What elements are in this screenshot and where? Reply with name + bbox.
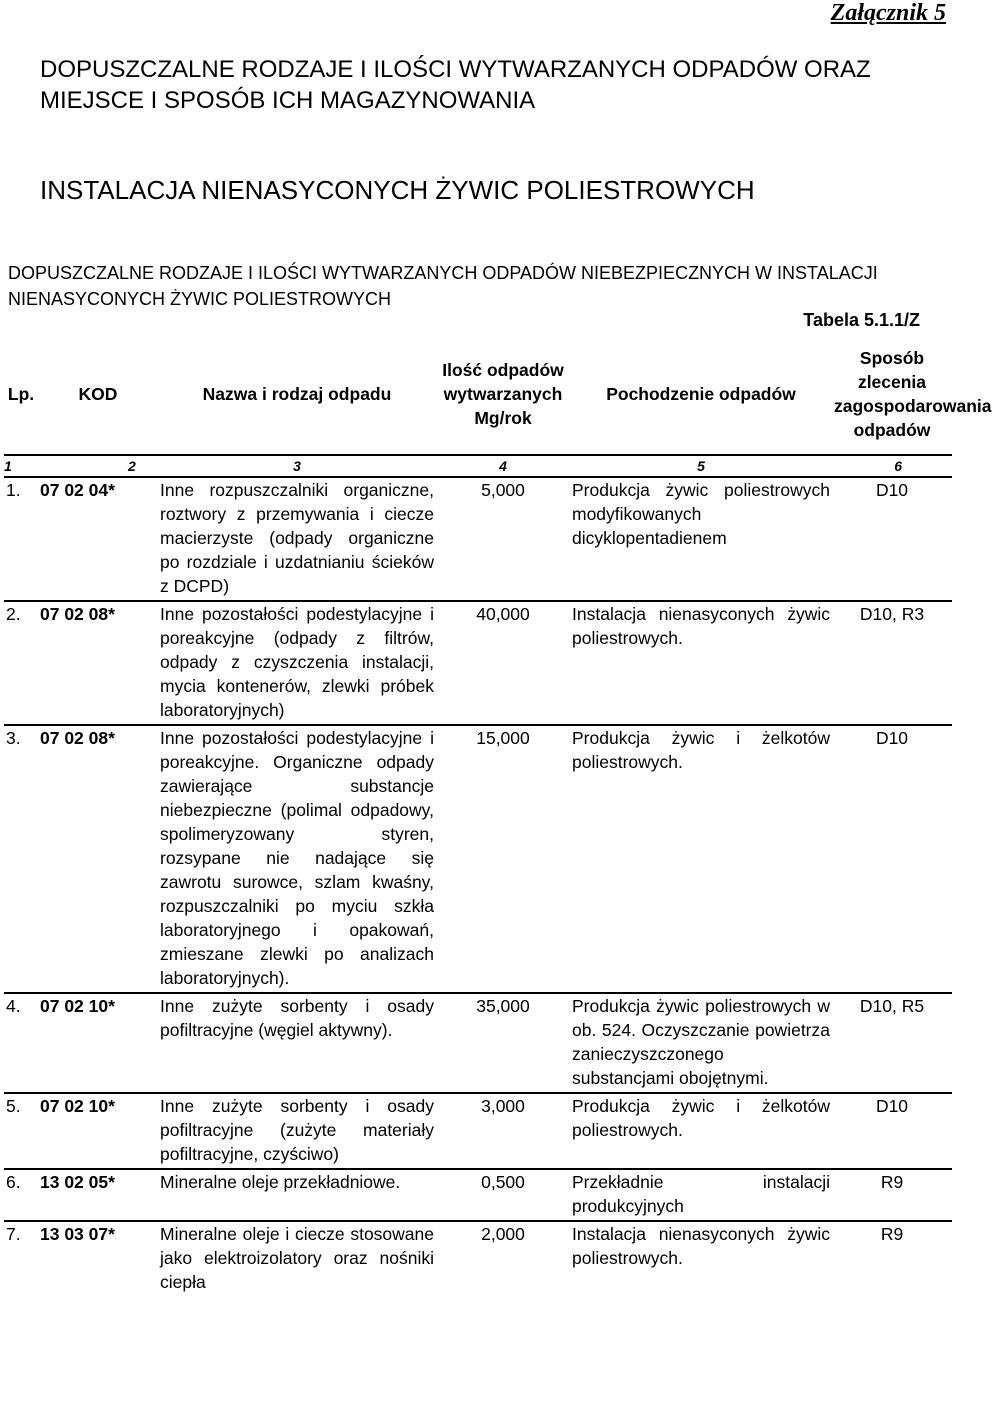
header-lp: Lp. [4,334,38,455]
table-header-row [4,334,952,455]
row-method: R9 [880,1172,904,1192]
row-name: Mineralne oleje i ciecze stosowane jako elektroizolatory oraz nośniki ciepła [160,1224,434,1292]
table-row [4,601,952,725]
header-method: Sposób zlecenia zagospodarowania odpadów [832,334,952,455]
row-name: Inne zużyte sorbenty i osady pofiltracyjne (zużyte materiały pofiltracyjne, czyściwo) [160,1096,434,1164]
waste-table [4,334,992,1296]
row-kod: 13 02 05* [40,1172,115,1192]
column-numbers-row [4,455,952,477]
row-origin: Produkcja żywic poliestrowych modyfikowanych dicyklopentadienem [572,480,830,548]
table-row [4,1221,952,1296]
row-name: Inne zużyte sorbenty i osady pofiltracyjne (węgiel aktywny). [160,996,434,1040]
row-lp: 1. [6,480,21,500]
row-origin: Instalacja nienasyconych żywic poliestrowych. [572,1224,830,1268]
row-lp: 2. [6,604,21,624]
table-row [4,1169,952,1221]
row-quantity: 2,000 [481,1224,525,1244]
row-origin: Przekładnie instalacji produkcyjnych [572,1172,830,1216]
row-kod: 07 02 08* [40,604,115,624]
row-kod: 07 02 10* [40,1096,115,1116]
row-lp: 4. [6,996,21,1016]
header-quantity: Ilość odpadów wytwarzanych Mg/rok [436,334,570,455]
section-title: DOPUSZCZALNE RODZAJE I ILOŚCI WYTWARZANYCH ODPADÓW NIEBEZPIECZNYCH W INSTALACJI NIENASYCONYCH ŻYWIC POLIESTROWYCH [8,263,878,309]
row-quantity: 3,000 [481,1096,525,1116]
row-quantity: 5,000 [481,480,525,500]
table-row [4,477,952,601]
row-kod: 07 02 08* [40,728,115,748]
row-quantity: 40,000 [476,604,530,624]
row-name: Inne rozpuszczalniki organiczne, roztwory z przemywania i ciecze macierzyste (odpady organiczne po rozdziale i uzdatnianiu ścieków z DCPD) [160,480,434,596]
row-method: D10, R5 [859,996,925,1016]
installation-title: INSTALACJA NIENASYCONYCH ŻYWIC POLIESTROWYCH [40,175,755,205]
table-label: Tabela 5.1.1/Z [803,310,920,330]
attachment-label: Załącznik 5 [830,0,946,26]
column-number: 1 [4,455,38,477]
column-number: 3 [158,455,436,477]
row-method: D10 [875,480,909,500]
row-lp: 5. [6,1096,21,1116]
row-origin: Produkcja żywic i żelkotów poliestrowych. [572,728,830,772]
row-kod: 07 02 10* [40,996,115,1016]
table-row [4,725,952,993]
row-origin: Produkcja żywic poliestrowych w ob. 524. Oczyszczanie powietrza zanieczyszczonego substancjami obojętnymi. [572,996,830,1088]
row-method: D10, R3 [859,604,925,624]
column-number: 6 [832,455,952,477]
row-origin: Instalacja nienasyconych żywic poliestrowych. [572,604,830,648]
header-origin: Pochodzenie odpadów [570,334,832,455]
row-kod: 13 03 07* [40,1224,115,1244]
row-method: R9 [880,1224,904,1244]
document-title: DOPUSZCZALNE RODZAJE I ILOŚCI WYTWARZANYCH ODPADÓW ORAZ MIEJSCE I SPOSÓB ICH MAGAZYNOWANIA [40,56,871,114]
row-method: D10 [875,1096,909,1116]
row-name: Inne pozostałości podestylacyjne i poreakcyjne (odpady z filtrów, odpady z czyszczenia instalacji, mycia kontenerów, zlewki próbek laboratoryjnych) [160,604,434,720]
row-origin: Produkcja żywic i żelkotów poliestrowych. [572,1096,830,1140]
row-quantity: 0,500 [481,1172,525,1192]
row-name: Mineralne oleje przekładniowe. [160,1172,401,1192]
row-method: D10 [875,728,909,748]
row-name: Inne pozostałości podestylacyjne i poreakcyjne. Organiczne odpady zawierające substancje niebezpieczne (polimal odpadowy, spolimeryzowany styren, rozsypane nie nadające się zawrotu surowce, szlam kwaśny, rozpuszczalniki po myciu szkła laboratoryjnego i opakowań, zmieszane zlewki po analizach laboratoryjnych). [160,728,434,988]
row-lp: 7. [6,1224,21,1244]
table-row [4,993,952,1093]
header-kod: KOD [38,334,158,455]
table-row [4,1093,952,1169]
column-number: 5 [570,455,832,477]
column-number: 2 [38,455,158,477]
row-quantity: 15,000 [476,728,530,748]
row-quantity: 35,000 [476,996,530,1016]
row-lp: 6. [6,1172,21,1192]
row-lp: 3. [6,728,21,748]
header-name: Nazwa i rodzaj odpadu [158,334,436,455]
column-number: 4 [436,455,570,477]
row-kod: 07 02 04* [40,480,115,500]
